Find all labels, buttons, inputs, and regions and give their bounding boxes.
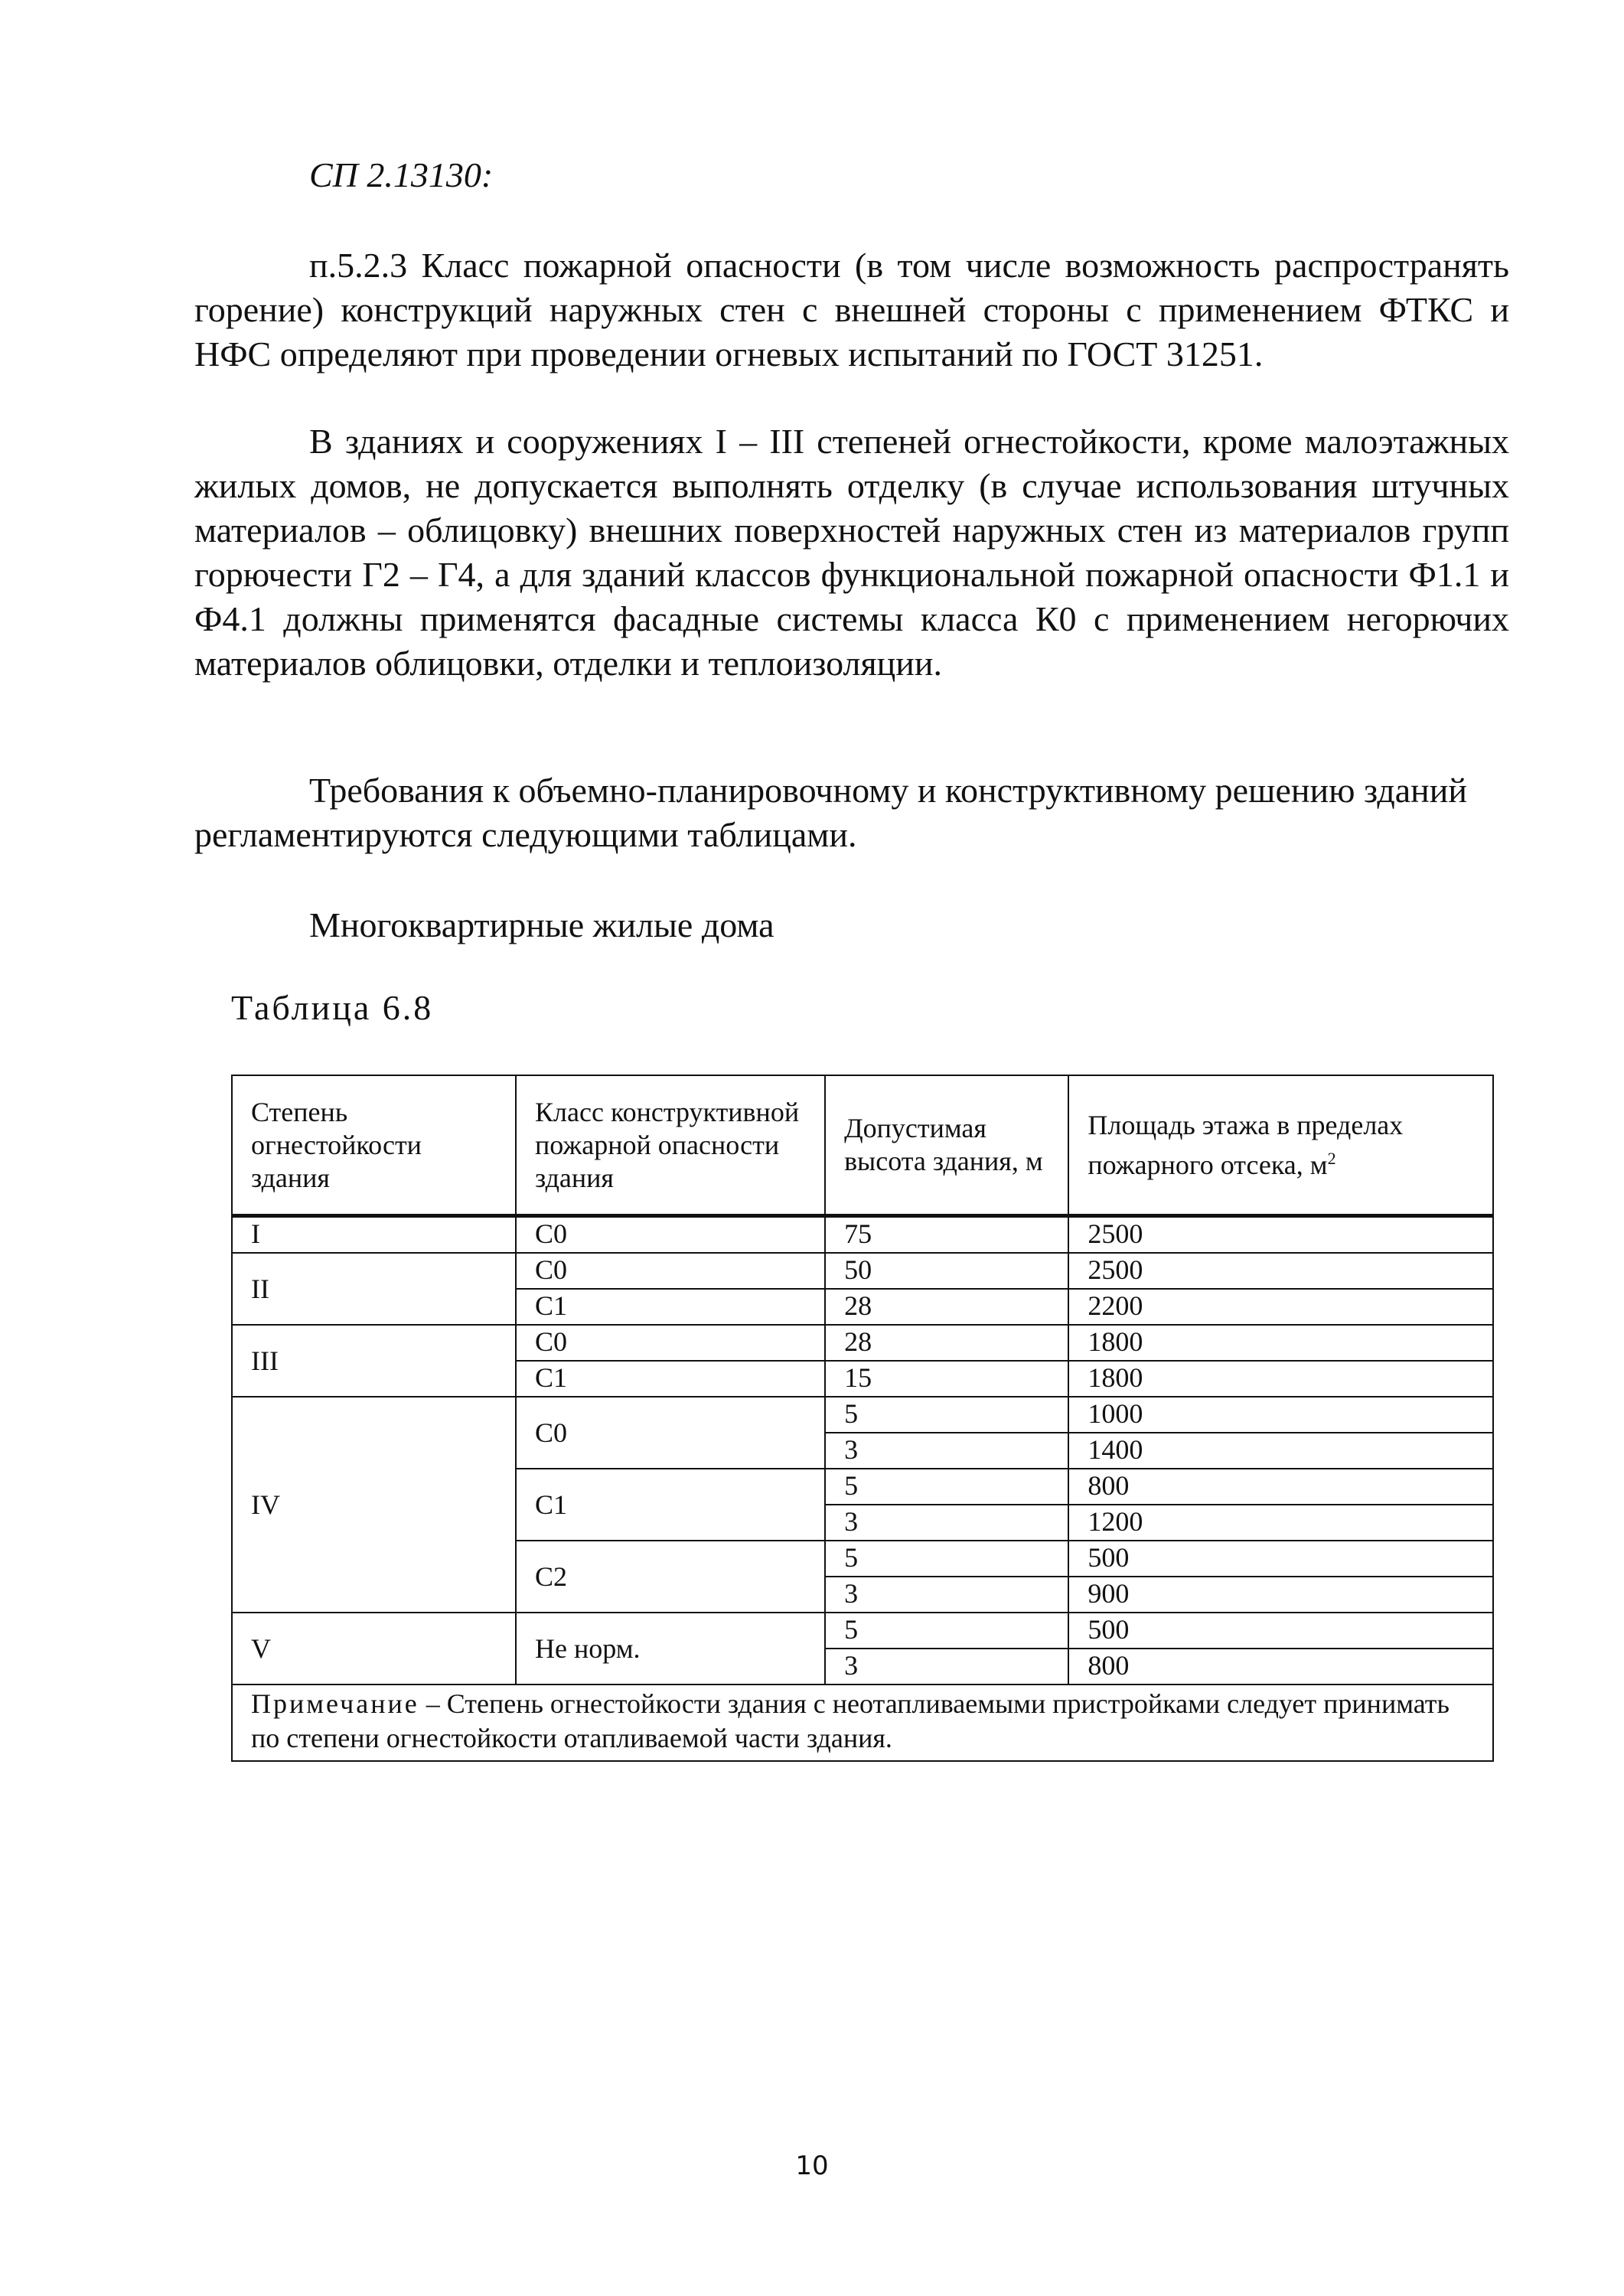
- paragraph-table-intro: Требования к объемно-планировочному и конструктивному решению зданий регламентируются следующими таблицами.: [194, 771, 1467, 854]
- paragraph-clause-5-2-3: п.5.2.3 Класс пожарной опасности (в том числе возможность распространять горение) конструкций наружных стен с внешней стороны с применением ФТКС и НФС определяют при проведении огневых испытаний по ГОСТ 31251.: [194, 246, 1509, 373]
- note-label: Примечание: [251, 1688, 419, 1719]
- cell-height: 5: [825, 1469, 1068, 1505]
- cell-height: 28: [825, 1289, 1068, 1325]
- header-height: Допустимая высота здания, м: [825, 1075, 1068, 1216]
- table-note: [232, 1684, 1493, 1761]
- fire-safety-table: [231, 1075, 1494, 1762]
- note-text: – Степень огнестойкости здания с неотапливаемыми пристройками следует принимать по степени огнестойкости отапливаемой части здания.: [251, 1688, 1450, 1753]
- cell-fire-resistance: III: [232, 1325, 516, 1397]
- cell-height: 15: [825, 1361, 1068, 1397]
- cell-area: 2500: [1068, 1216, 1493, 1254]
- table-row: [232, 1613, 1493, 1649]
- cell-height: 5: [825, 1613, 1068, 1649]
- cell-construction-class: С1: [516, 1289, 825, 1325]
- table-row: [232, 1397, 1493, 1433]
- table-header-row: [232, 1075, 1493, 1216]
- header-area: [1068, 1075, 1493, 1216]
- section-title-apartment-buildings: Многоквартирные жилые дома: [309, 905, 774, 944]
- cell-area: 800: [1068, 1469, 1493, 1505]
- cell-area: 2500: [1068, 1253, 1493, 1289]
- cell-area: 1000: [1068, 1397, 1493, 1433]
- cell-height: 28: [825, 1325, 1068, 1361]
- cell-fire-resistance: IV: [232, 1397, 516, 1613]
- table-row: [232, 1216, 1493, 1254]
- header-area-superscript: 2: [1327, 1148, 1336, 1168]
- cell-height: 3: [825, 1577, 1068, 1613]
- header-construction-class: Класс конструктивной пожарной опасности здания: [516, 1075, 825, 1216]
- cell-construction-class: С1: [516, 1469, 825, 1541]
- cell-fire-resistance: V: [232, 1613, 516, 1684]
- cell-height: 5: [825, 1541, 1068, 1577]
- cell-area: 900: [1068, 1577, 1493, 1613]
- cell-construction-class: С2: [516, 1541, 825, 1613]
- cell-construction-class: Не норм.: [516, 1613, 825, 1684]
- cell-height: 3: [825, 1649, 1068, 1684]
- page-number: 10: [795, 2151, 829, 2181]
- cell-area: 1200: [1068, 1505, 1493, 1541]
- cell-height: 3: [825, 1505, 1068, 1541]
- header-area-label: Площадь этажа в пределах пожарного отсека, м: [1088, 1109, 1404, 1180]
- cell-area: 1400: [1068, 1433, 1493, 1469]
- cell-height: 5: [825, 1397, 1068, 1433]
- cell-construction-class: С0: [516, 1397, 825, 1469]
- cell-area: 500: [1068, 1541, 1493, 1577]
- cell-area: 2200: [1068, 1289, 1493, 1325]
- cell-height: 3: [825, 1433, 1068, 1469]
- table-row: [232, 1325, 1493, 1361]
- cell-area: 800: [1068, 1649, 1493, 1684]
- standard-reference: СП 2.13130:: [309, 155, 494, 194]
- paragraph-facade-requirements: В зданиях и сооружениях I – III степеней огнестойкости, кроме малоэтажных жилых домов, не допускается выполнять отделку (в случае использования штучных материалов – облицовку) внешних поверхностей наружных стен из материалов групп горючести Г2 – Г4, а для зданий классов функциональной пожарной опасности Ф1.1 и Ф4.1 должны применятся фасадные системы класса К0 с применением негорючих материалов облицовки, отделки и теплоизоляции.: [194, 422, 1509, 683]
- cell-construction-class: С1: [516, 1361, 825, 1397]
- cell-height: 50: [825, 1253, 1068, 1289]
- cell-fire-resistance: I: [232, 1216, 516, 1254]
- table-caption: Таблица 6.8: [231, 988, 434, 1027]
- cell-area: 500: [1068, 1613, 1493, 1649]
- cell-fire-resistance: II: [232, 1253, 516, 1325]
- table-row: [232, 1253, 1493, 1289]
- header-fire-resistance: Степень огнестойкости здания: [232, 1075, 516, 1216]
- cell-construction-class: С0: [516, 1216, 825, 1254]
- table-body: [232, 1216, 1493, 1685]
- cell-height: 75: [825, 1216, 1068, 1254]
- cell-area: 1800: [1068, 1325, 1493, 1361]
- cell-area: 1800: [1068, 1361, 1493, 1397]
- cell-construction-class: С0: [516, 1325, 825, 1361]
- table-note-row: [232, 1684, 1493, 1761]
- cell-construction-class: С0: [516, 1253, 825, 1289]
